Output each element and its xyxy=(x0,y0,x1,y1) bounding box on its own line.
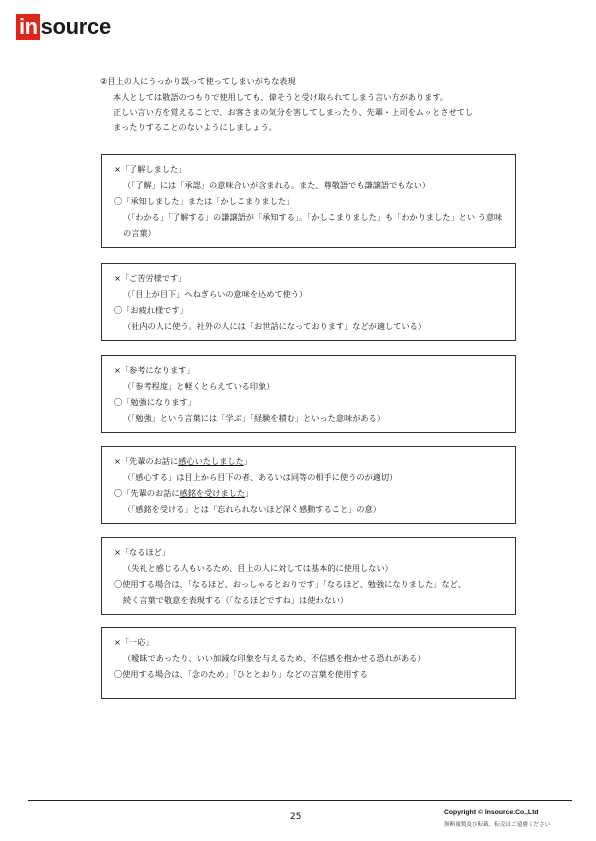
bad-explanation: （「感心する」は目上から目下の者、あるいは同等の相手に使うのが適切） xyxy=(123,472,398,482)
bad-explanation: （「参考程度」と軽くとらえている印象） xyxy=(123,381,275,391)
bad-expression: ×「先輩のお話に感心いたしました」 xyxy=(114,456,252,466)
good-explanation: （「勉強」という言葉には「学ぶ」「経験を積む」といった意味がある） xyxy=(123,413,385,423)
example-box-gokurousama xyxy=(101,263,516,341)
example-box-sankou xyxy=(101,355,516,433)
insource-logo xyxy=(16,14,111,40)
bad-expression: ×「ご苦労様です」 xyxy=(114,273,187,283)
logo-wordmark: source xyxy=(40,14,111,39)
example-box-ichiou xyxy=(101,627,516,699)
bad-explanation: （「了解」には「承認」の意味合いが含まれる。また、尊敬語でも謙譲語でもない） xyxy=(123,180,431,190)
footer-divider xyxy=(28,800,572,801)
section-intro xyxy=(100,74,520,135)
bad-explanation: （失礼と感じる人もいるため、目上の人に対しては基本的に使用しない） xyxy=(123,563,393,573)
copyright-text: Copyright © Insource.Co.,Ltd xyxy=(444,809,539,816)
example-box-kanshin xyxy=(101,446,516,524)
intro-line: 正しい言い方を覚えることで、お客さまの気分を害してしまったり、先輩・上司をムッとさせてし xyxy=(113,107,474,117)
example-box-ryoukai xyxy=(101,154,516,248)
example-box-naruhodo xyxy=(101,537,516,615)
good-explanation: 続く言葉で敬意を表現する（「なるほどですね」は使わない） xyxy=(123,595,349,605)
good-explanation: （「わかる」「了解する」の謙譲語が「承知する」。「かしこまりました」も「わかりました」とい う意味の言葉） xyxy=(123,212,503,238)
intro-paragraph xyxy=(100,90,520,135)
good-expression: 〇「承知しました」または「かしこまりました」 xyxy=(114,196,295,206)
bad-expression: ×「了解しました」 xyxy=(114,164,187,174)
bad-expression: ×「一応」 xyxy=(114,637,154,647)
bad-explanation: （曖昧であったり、いい加減な印象を与えるため、不信感を抱かせる恐れがある） xyxy=(123,653,426,663)
underlined-phrase: 感銘を受けました xyxy=(179,488,246,498)
good-explanation: （社内の人に使う。社外の人には「お世話になっております」などが適している） xyxy=(123,321,426,331)
good-expression: 〇「勉強になります」 xyxy=(114,397,196,407)
intro-line: 本人としては敬語のつもりで使用しても、偉そうと受け取られてしまう言い方があります。 xyxy=(113,92,449,102)
bad-expression: ×「なるほど」 xyxy=(114,547,170,557)
good-explanation: （「感銘を受ける」とは「忘れられないほど深く感動すること」の意） xyxy=(123,504,381,514)
underlined-phrase: 感心いたしました xyxy=(178,456,244,466)
page-number: 25 xyxy=(290,812,302,822)
good-expression: 〇使用する場合は、「なるほど、おっしゃるとおりです」「なるほど、勉強になりました」など、 xyxy=(114,579,467,589)
bad-explanation: （「目上が目下」へねぎらいの意味を込めて使う） xyxy=(123,289,308,299)
copyright-notice: 無断複製及び転載、転売はご遠慮ください xyxy=(444,822,551,828)
intro-line: まったりすることのないようにしましょう。 xyxy=(113,122,277,132)
good-expression: 〇「先輩のお話に感銘を受けました」 xyxy=(114,488,254,498)
logo-in-mark: in xyxy=(16,14,40,40)
bad-expression: ×「参考になります」 xyxy=(114,365,195,375)
good-expression: 〇「お疲れ様です」 xyxy=(114,305,188,315)
good-expression: 〇使用する場合は、「念のため」「ひととおり」などの言葉を使用する xyxy=(114,669,368,679)
section-heading: ②目上の人にうっかり誤って使ってしまいがちな表現 xyxy=(100,76,296,86)
